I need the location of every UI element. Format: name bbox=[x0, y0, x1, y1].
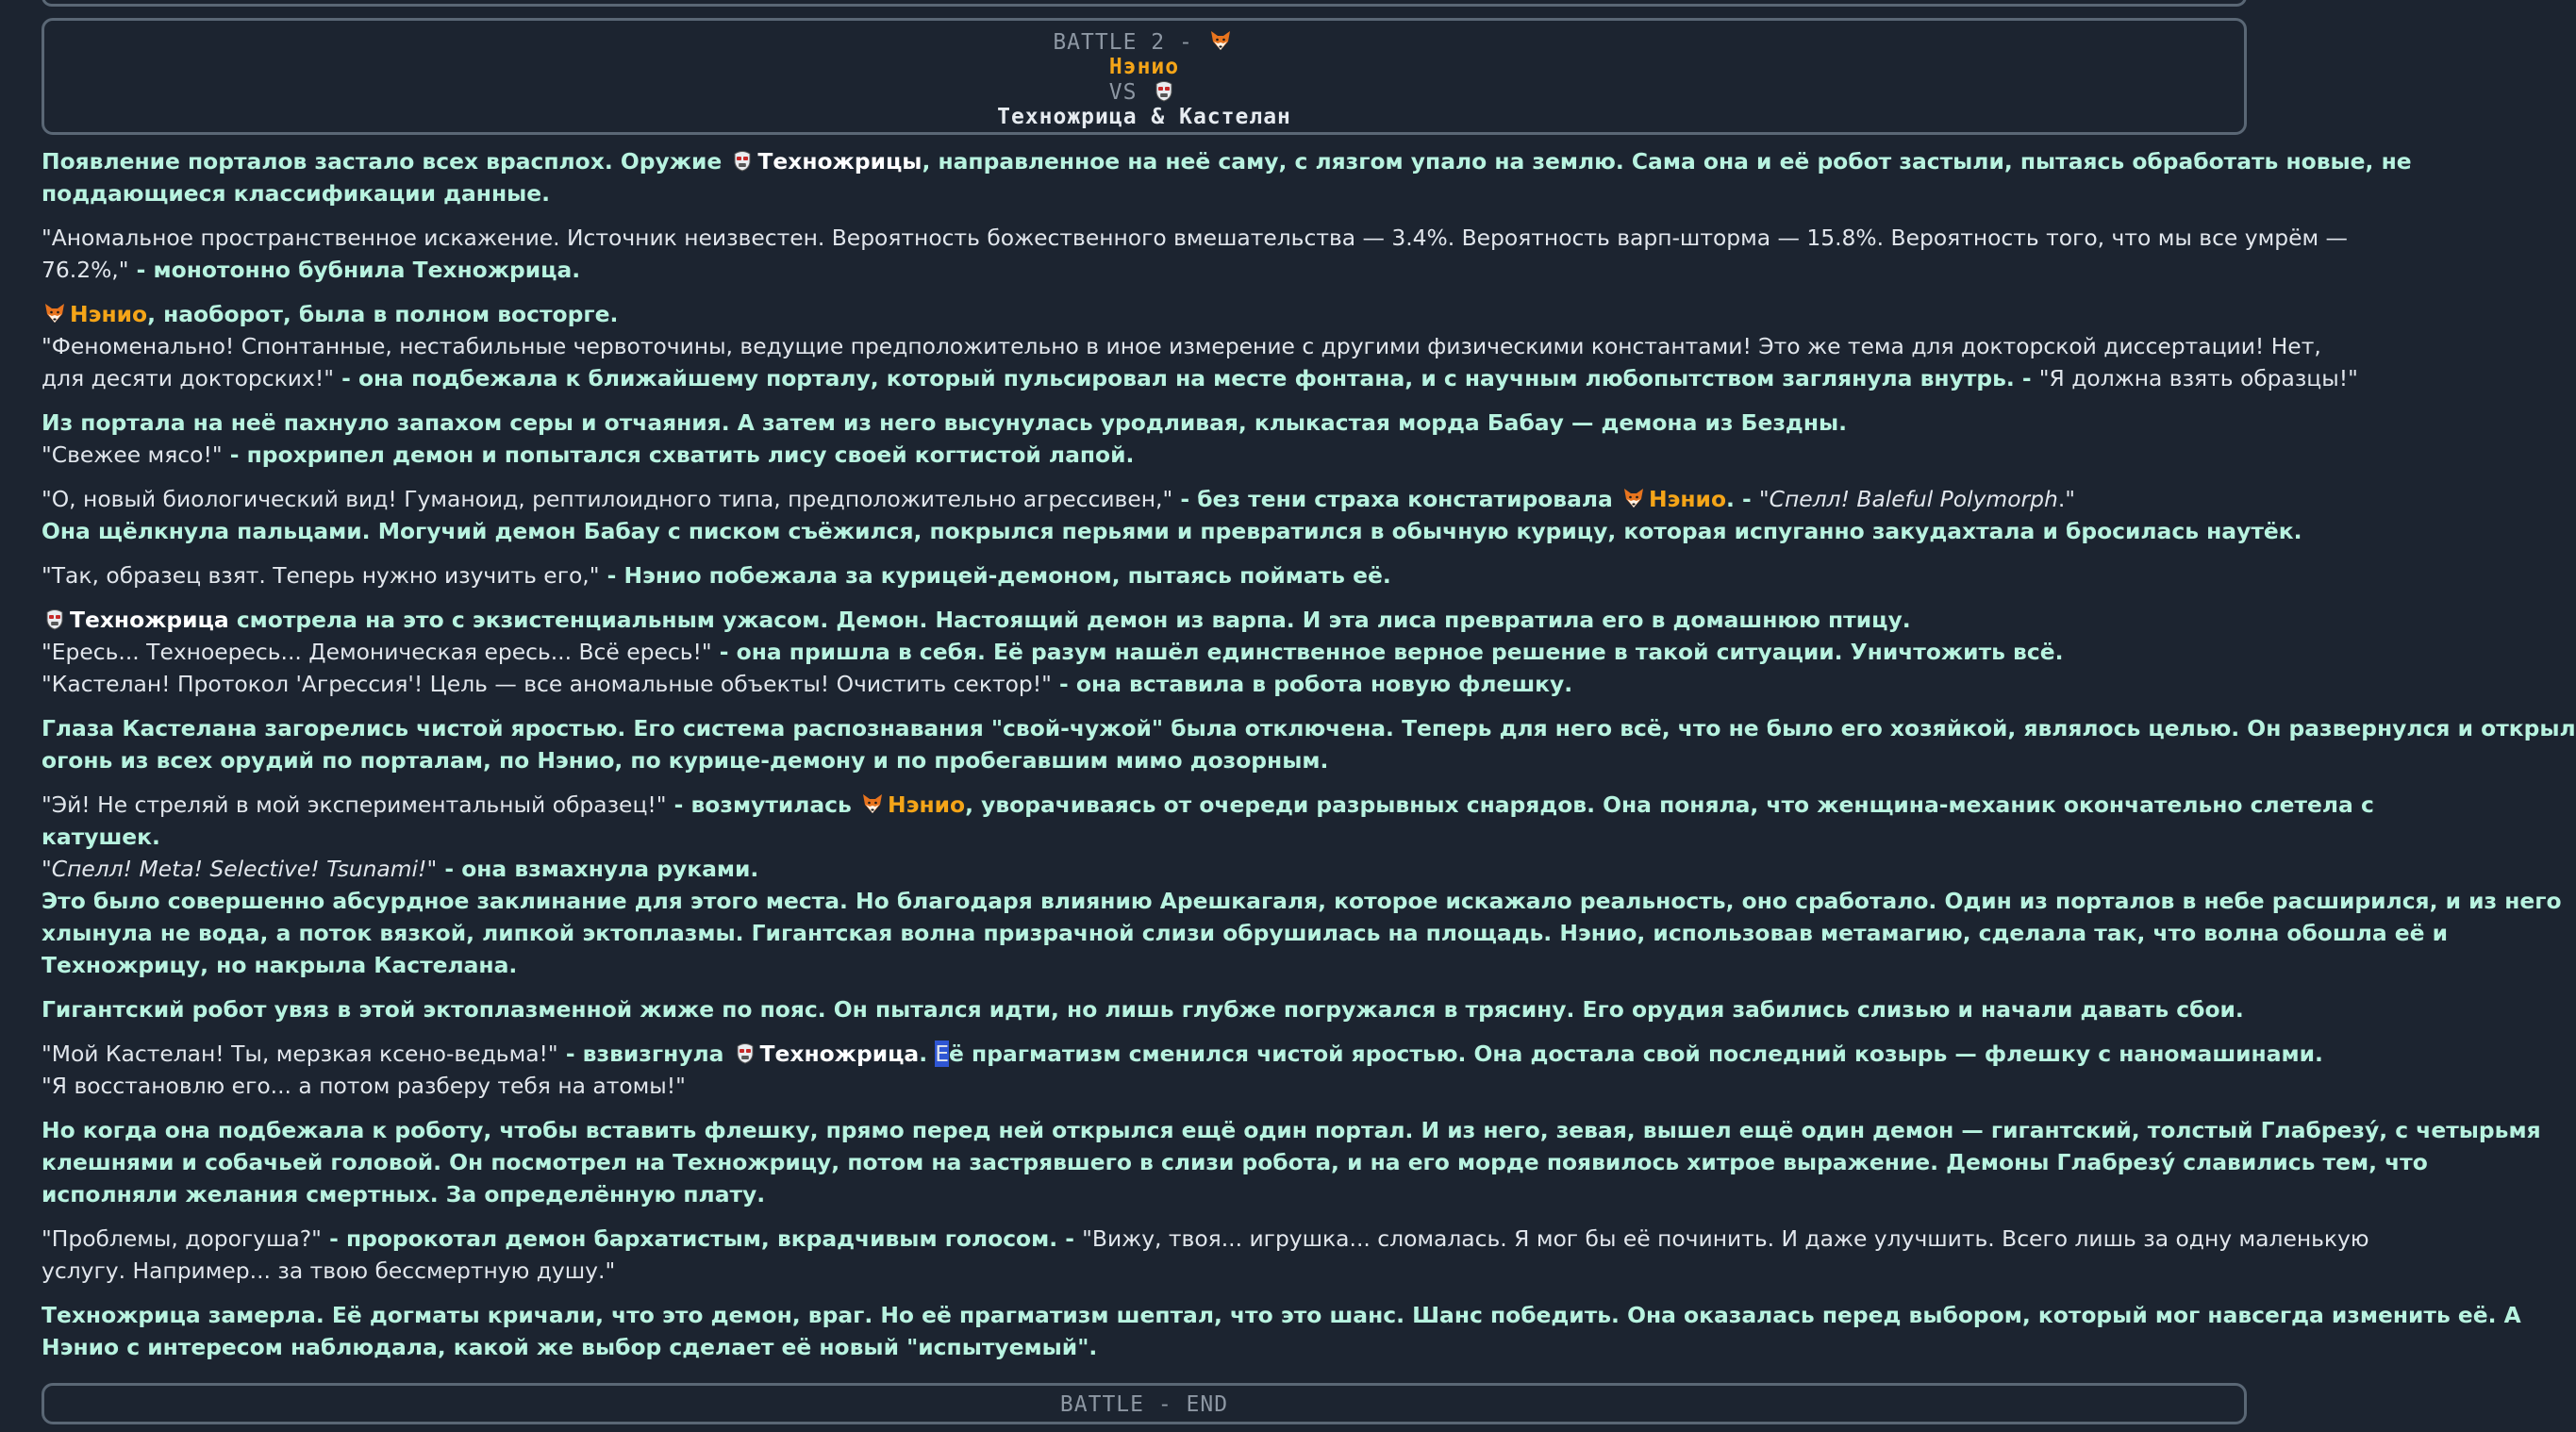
technopriest-mask-icon bbox=[734, 1041, 756, 1064]
story-paragraph: "О, новый биологический вид! Гуманоид, рептилоидного типа, предположительно агрессивен," - без тени страха констатировала Нэнио. - "Спелл! Baleful Polymorph." Она щёлкнула пальцами. Могучий демон Бабау с писком съёжился, покрылся перьями и превратился в обычную курицу, которая испуганно закудахтала и бросилась наутёк. bbox=[42, 486, 2302, 544]
character-name-technopriest: Техножрица bbox=[759, 1041, 920, 1067]
story-paragraph: "Мой Кастелан! Ты, мерзкая ксено-ведьма!" - взвизгнула Техножрица. Её прагматизм сменился чистой яростью. Она достала свой последний козырь — флешку с наномашинами. "Я восстановлю его... а потом разберу тебя на атомы!" bbox=[42, 1041, 2323, 1099]
story-paragraph: Техножрица замерла. Её догматы кричали, что это демон, враг. Но её прагматизм шептал, что это шанс. Шанс победить. Она оказалась перед выбором, который мог навсегда изменить её. А Нэнио с интересом наблюдала, какой же выбор сделает её новый "испытуемый". bbox=[42, 1302, 2521, 1360]
character-name-technopriest: Техножрица bbox=[70, 607, 229, 633]
story-paragraph: Нэнио, наоборот, была в полном восторге. "Феноменально! Спонтанные, нестабильные червоточины, ведущие предположительно в иное измерение с другими физическими константами! Это же тема для докторской диссертации! Нет, для десяти докторских!" - она подбежала к ближайшему порталу, который пульсировал на месте фонтана, и с научным любопытством заглянула внутрь. - "Я должна взять образцы!" bbox=[42, 301, 2358, 391]
story-paragraph: "Так, образец взят. Теперь нужно изучить его," - Нэнио побежала за курицей-демоном, пытаясь поймать её. bbox=[42, 562, 1391, 589]
story-paragraph: "Проблемы, дорогуша?" - пророкотал демон бархатистым, вкрадчивым голосом. - "Вижу, твоя... игрушка... сломалась. Я мог бы её починить. И даже улучшить. Всего лишь за одну маленькую услугу. Например... за твою бессмертную душу." bbox=[42, 1225, 2369, 1284]
character-name-nenio: Нэнио bbox=[1648, 486, 1727, 512]
fox-face-icon bbox=[1622, 487, 1645, 509]
character-name-technopriest: Техножрицы bbox=[757, 148, 922, 175]
story-paragraph: Гигантский робот увяз в этой эктоплазменной жиже по пояс. Он пытался идти, но лишь глубже погружался в трясину. Его орудия забились слизью и начали давать сбои. bbox=[42, 996, 2244, 1023]
battle-title: BATTLE 2 - bbox=[1053, 30, 1193, 55]
story-paragraph: Появление порталов застало всех врасплох. Оружие Техножрицы, направленное на неё саму, с лязгом упало на землю. Сама она и её робот застыли, пытаясь обработать новые, не поддающиеся классификации данные. bbox=[42, 148, 2412, 207]
text-selection[interactable]: Е bbox=[935, 1041, 950, 1067]
fox-face-icon bbox=[1209, 29, 1232, 52]
fighter-2-name: Техножрица & Кастелан bbox=[997, 105, 1291, 129]
story-paragraph: Из портала на неё пахнуло запахом серы и отчаяния. А затем из него высунулась уродливая, клыкастая морда Бабау — демона из Бездны. "Свежее мясо!" - прохрипел демон и попытался схватить лису своей когтистой лапой. bbox=[42, 409, 1848, 468]
battle-header bbox=[42, 18, 2247, 135]
previous-section-frame bbox=[42, 0, 2247, 7]
technopriest-mask-icon bbox=[731, 149, 754, 172]
technopriest-mask-icon bbox=[1153, 79, 1175, 102]
story-paragraph: Техножрица смотрела на это с экзистенциальным ужасом. Демон. Настоящий демон из варпа. И эта лиса превратила его в домашнюю птицу. "Ересь... Техноересь... Демоническая ересь... Всё ересь!" - она пришла в себя. Её разум нашёл единственное верное решение в такой ситуации. Уничтожить всё. "Кастелан! Протокол 'Агрессия'! Цель — все аномальные объекты! Очистить сектор!" - она вставила в робота новую флешку. bbox=[42, 607, 2064, 697]
story-paragraph: Но когда она подбежала к роботу, чтобы вставить флешку, прямо перед ней открылся ещё один портал. И из него, зевая, вышел ещё один демон — гигантский, толстый Глабрезу́, с четырьмя клешнями и собачьей головой. Он посмотрел на Техножрицу, потом на застрявшего в слизи робота, и на его морде появилось хитрое выражение. Демоны Глабрезу́ славились тем, что исполняли желания смертных. За определённую плату. bbox=[42, 1117, 2541, 1207]
story-paragraph: "Эй! Не стреляй в мой экспериментальный образец!" - возмутилась Нэнио, уворачиваясь от очереди разрывных снарядов. Она поняла, что женщина-механик окончательно слетела с катушек. "Спелл! Meta! Selective! Tsunami!" - она взмахнула руками. Это было совершенно абсурдное заклинание для этого места. Но благодаря влиянию Арешкагаля, которое искажало реальность, оно сработало. Один из порталов в небе расширился, и из него хлынула не вода, а поток вязкой, липкой эктоплазмы. Гигантская волна призрачной слизи обрушилась на площадь. Нэнио, использовав метамагию, сделала так, что волна обошла её и Техножрицу, но накрыла Кастелана. bbox=[42, 791, 2562, 978]
story-paragraph: Глаза Кастелана загорелись чистой яростью. Его система распознавания "свой-чужой" была отключена. Теперь для него всё, что не было его хозяйкой, являлось целью. Он развернулся и открыл огонь из всех орудий по порталам, по Нэнио, по курице-демону и по пробегавшим мимо дозорным. bbox=[42, 715, 2576, 774]
character-name-nenio: Нэнио bbox=[70, 301, 148, 327]
versus-label: VS bbox=[1108, 80, 1138, 105]
battle-footer bbox=[42, 1383, 2247, 1424]
battle-end-label: BATTLE - END bbox=[1059, 1392, 1229, 1417]
story-paragraph: "Аномальное пространственное искажение. Источник неизвестен. Вероятность божественного вмешательства — 3.4%. Вероятность варп-шторма — 15.8%. Вероятность того, что мы все умрём — 76.2%," - монотонно бубнила Техножрица. bbox=[42, 225, 2348, 283]
fox-face-icon bbox=[861, 792, 884, 815]
fighter-1-name: Нэнио bbox=[1108, 55, 1180, 79]
technopriest-mask-icon bbox=[43, 608, 66, 630]
character-name-nenio: Нэнио bbox=[888, 791, 966, 818]
battle-story bbox=[42, 145, 2576, 1375]
fox-face-icon bbox=[43, 302, 66, 325]
